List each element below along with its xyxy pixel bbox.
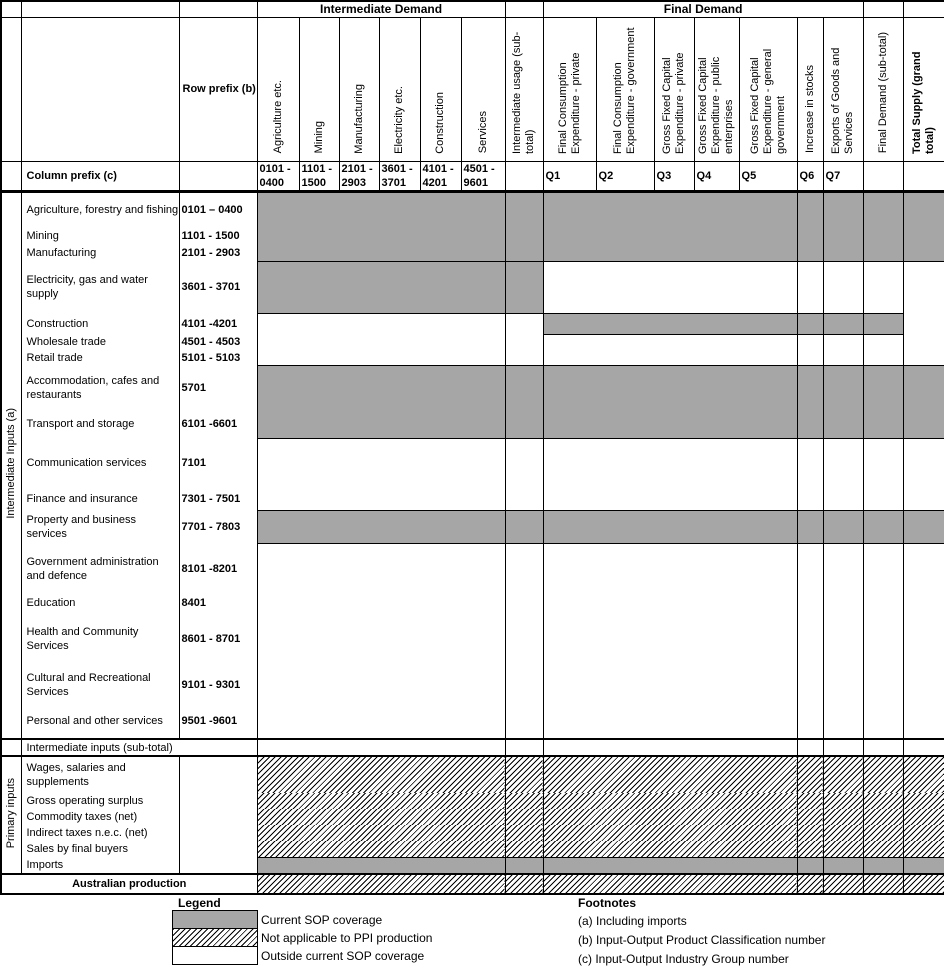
primary-row [1, 809, 944, 825]
col-label-q3: Gross Fixed Capital Expenditure - private [654, 17, 694, 161]
row-prefix: 8101 -8201 [179, 543, 257, 595]
row-prefix: 8601 - 8701 [179, 611, 257, 666]
row-label: Wages, salaries and supplements [21, 756, 179, 793]
coverage-cell [903, 191, 944, 227]
column-prefix-cell: 4501 - 9601 [461, 161, 505, 191]
industry-row [1, 365, 944, 410]
col-label-q7: Exports of Goods and Services [823, 17, 863, 161]
australian-production-row [1, 874, 944, 894]
row-label: Manufacturing [21, 244, 179, 261]
industry-row [1, 334, 944, 350]
row-label: Accommodation, cafes and restaurants [21, 365, 179, 410]
legend-swatch-gray [172, 910, 258, 929]
legend-item [172, 929, 432, 947]
row-label: Commodity taxes (net) [21, 809, 179, 825]
primary-row-imports [1, 857, 944, 874]
col-label-mining: Mining [299, 17, 339, 161]
row-label: Finance and insurance [21, 488, 179, 510]
row-prefix: 9501 -9601 [179, 703, 257, 739]
row-prefix: 7101 [179, 438, 257, 488]
row-prefix: 4101 -4201 [179, 313, 257, 334]
industry-row [1, 488, 944, 510]
col-label-q1: Final Consumption Expenditure - private [543, 17, 596, 161]
row-label: Intermediate inputs (sub-total) [21, 739, 257, 756]
coverage-cell [797, 191, 823, 227]
row-label: Health and Community Services [21, 611, 179, 666]
primary-row [1, 841, 944, 857]
coverage-cell [543, 191, 797, 227]
col-label-total-supply: Total Supply (grand total) [903, 17, 944, 161]
industry-row [1, 595, 944, 611]
industry-row [1, 350, 944, 365]
col-label-manufacturing: Manufacturing [339, 17, 379, 161]
row-label: Mining [21, 227, 179, 244]
column-prefix-cell: Q7 [823, 161, 863, 191]
row-prefix: 7701 - 7803 [179, 510, 257, 543]
column-prefix-cell: Q5 [739, 161, 797, 191]
row-prefix: 8401 [179, 595, 257, 611]
footnotes [578, 896, 825, 969]
col-label-final-subtotal: Final Demand (sub-total) [863, 17, 903, 161]
coverage-cell [823, 191, 863, 227]
column-prefix-cell: Q4 [694, 161, 739, 191]
legend-swatch-white [172, 946, 258, 965]
column-prefix-header: Column prefix (c) [21, 161, 179, 191]
row-label: Gross operating surplus [21, 793, 179, 809]
column-prefix-cell: 0101 - 0400 [257, 161, 299, 191]
row-prefix: 4501 - 4503 [179, 334, 257, 350]
legend-item [172, 947, 432, 965]
row-label: Personal and other services [21, 703, 179, 739]
col-label-q4: Gross Fixed Capital Expenditure - public enterprises [694, 17, 739, 161]
industry-row [1, 666, 944, 703]
row-prefix: 0101 – 0400 [179, 191, 257, 227]
col-label-services: Services [461, 17, 505, 161]
column-prefix-cell: 4101 - 4201 [420, 161, 461, 191]
coverage-cell [257, 191, 505, 227]
legend-item-label: Outside current SOP coverage [261, 949, 425, 963]
primary-row [1, 793, 944, 809]
column-prefix-row [1, 161, 944, 191]
industry-row [1, 410, 944, 438]
col-label-construction: Construction [420, 17, 461, 161]
industry-row [1, 611, 944, 666]
row-label: Indirect taxes n.e.c. (net) [21, 825, 179, 841]
legend-title: Legend [178, 896, 221, 910]
row-label: Retail trade [21, 350, 179, 365]
col-label-q5: Gross Fixed Capital Expenditure - general government [739, 17, 797, 161]
row-label: Cultural and Recreational Services [21, 666, 179, 703]
primary-row [1, 756, 944, 793]
column-prefix-cell: Q1 [543, 161, 596, 191]
industry-row [1, 543, 944, 595]
legend-item [172, 911, 432, 929]
legend-footnotes-area [0, 895, 944, 974]
column-prefix-cell: Q6 [797, 161, 823, 191]
industry-row [1, 244, 944, 261]
legend-swatch-hatch [172, 928, 258, 947]
final-demand-header: Final Demand [543, 1, 863, 17]
column-prefix-cell: 1101 - 1500 [299, 161, 339, 191]
col-label-intermediate-subtotal: Intermediate usage (sub-total) [505, 17, 543, 161]
industry-row [1, 227, 944, 244]
column-prefix-cell: Q2 [596, 161, 654, 191]
row-label: Sales by final buyers [21, 841, 179, 857]
row-label: Australian production [1, 874, 257, 894]
row-label: Property and business services [21, 510, 179, 543]
col-label-q6: Increase in stocks [797, 17, 823, 161]
col-label-agriculture: Agriculture etc. [257, 17, 299, 161]
row-label: Electricity, gas and water supply [21, 261, 179, 313]
top-header-row [1, 1, 944, 17]
row-prefix: 1101 - 1500 [179, 227, 257, 244]
row-prefix: 7301 - 7501 [179, 488, 257, 510]
industry-row [1, 191, 944, 227]
footnotes-title: Footnotes [578, 896, 636, 910]
column-prefix-cell: 2101 - 2903 [339, 161, 379, 191]
legend-item-label: Not applicable to PPI production [261, 931, 433, 945]
industry-row [1, 313, 944, 334]
intermediate-inputs-group-label: Intermediate Inputs (a) [4, 408, 17, 520]
industry-row [1, 510, 944, 543]
row-label: Agriculture, forestry and fishing [21, 191, 179, 227]
industry-row [1, 703, 944, 739]
coverage-cell [505, 191, 543, 227]
row-prefix: 3601 - 3701 [179, 261, 257, 313]
footnote-item: (a) Including imports [578, 914, 687, 928]
intermediate-demand-header: Intermediate Demand [257, 1, 505, 17]
column-labels-row [1, 17, 944, 161]
row-prefix-header: Row prefix (b) [179, 17, 257, 161]
industry-row [1, 261, 944, 313]
intermediate-subtotal-row [1, 739, 944, 756]
column-prefix-cell: Q3 [654, 161, 694, 191]
column-prefix-cell: 3601 - 3701 [379, 161, 420, 191]
row-label: Government administration and defence [21, 543, 179, 595]
row-label: Imports [21, 857, 179, 874]
coverage-cell [863, 191, 903, 227]
row-prefix: 9101 - 9301 [179, 666, 257, 703]
row-prefix: 6101 -6601 [179, 410, 257, 438]
row-prefix: 2101 - 2903 [179, 244, 257, 261]
col-label-q2: Final Consumption Expenditure - government [596, 17, 654, 161]
legend [172, 896, 432, 965]
legend-item-label: Current SOP coverage [261, 913, 383, 927]
row-prefix: 5701 [179, 365, 257, 410]
corner-cell [1, 1, 21, 17]
industry-row [1, 438, 944, 488]
primary-row [1, 825, 944, 841]
footnote-item: (b) Input-Output Product Classification number [578, 933, 826, 947]
row-label: Construction [21, 313, 179, 334]
primary-inputs-group-label: Primary inputs [1, 756, 21, 874]
row-label: Communication services [21, 438, 179, 488]
row-label: Wholesale trade [21, 334, 179, 350]
row-prefix: 5101 - 5103 [179, 350, 257, 365]
row-label: Education [21, 595, 179, 611]
row-label: Transport and storage [21, 410, 179, 438]
col-label-electricity: Electricity etc. [379, 17, 420, 161]
footnote-item: (c) Input-Output Industry Group number [578, 952, 789, 966]
